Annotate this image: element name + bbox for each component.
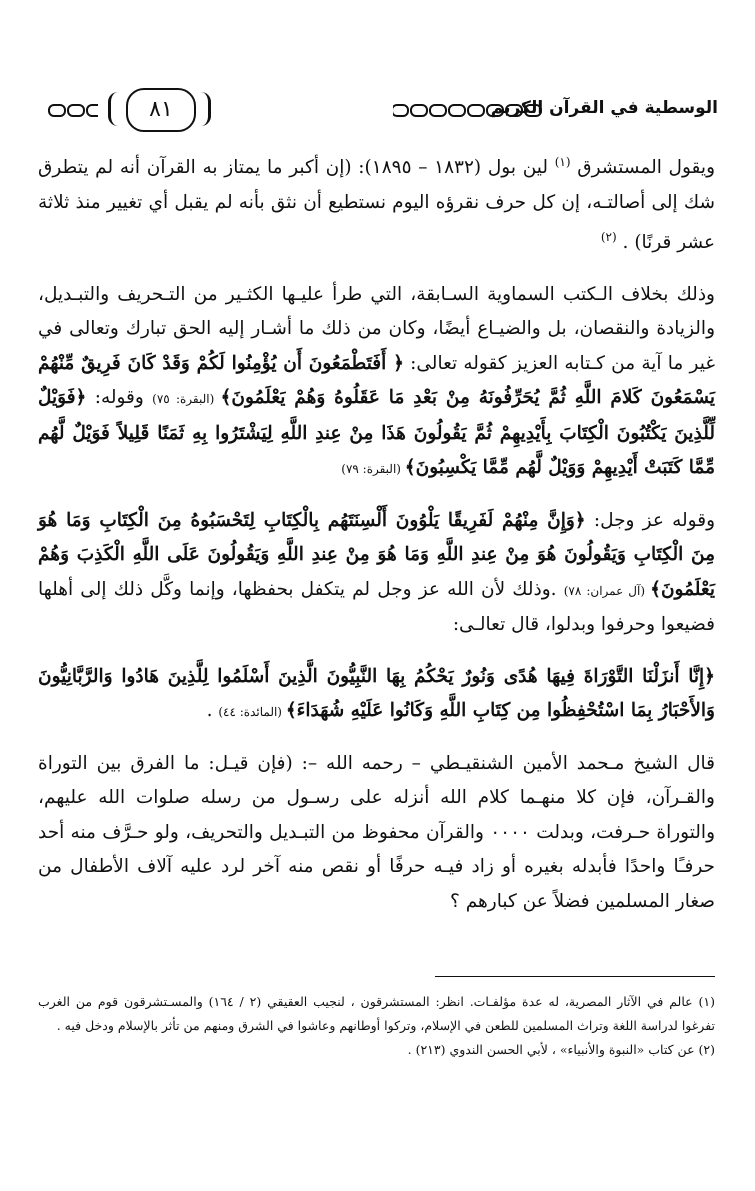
page-number-bracket-right bbox=[200, 92, 211, 126]
page-number-frame bbox=[126, 88, 196, 132]
footnote-ref-2: (٢) bbox=[600, 230, 617, 245]
paragraph-text: وذلك بخلاف الـكتب السماوية السـابقة، التي طرأ عليـها الكثـير من التـحريف والتبـديل، والزيادة والنقصان، بل والضيـاع أيضًا، وكان من ذلك ما أشـار إليه الحق تبارك وتعالى في غير ما آية من كـتابه العزيز كقوله تعالى: bbox=[38, 283, 716, 374]
paragraph-text: .وذلك لأن الله عز وجل لم يتكفل بحفظها، وإنما وكَّل ذلك إلى أهلها فضيعوا وحرفوا وبدلوا، قال تعالـى: bbox=[38, 578, 715, 636]
main-text bbox=[38, 145, 715, 919]
decorative-chain-ornament bbox=[393, 102, 543, 118]
verse-reference: (آل عمران: ٧٨) bbox=[563, 583, 651, 598]
paragraph-text: وقوله عز وجل: bbox=[585, 509, 715, 531]
quran-verse: ﴿وَإِنَّ مِنْهُمْ لَفَرِيقًا يَلْوُونَ أَلْسِنَتَهُم بِالْكِتَابِ لِتَحْسَبُوهُ مِنَ الْكِتَابِ وَمَا هُوَ مِنَ الْكِتَابِ وَيَقُولُونَ هُوَ مِنْ عِندِ اللَّهِ وَمَا هُوَ مِنْ عِندِ اللَّهِ وَيَقُولُونَ عَلَى اللَّهِ الْكَذِبَ وَهُمْ يَعْلَمُونَ﴾ bbox=[38, 509, 715, 600]
paragraph-shinqiti bbox=[38, 747, 715, 920]
paragraph-lane-poole bbox=[38, 145, 715, 261]
decorative-chain-ornament-left bbox=[48, 102, 98, 118]
footnote-2: (٢) عن كتاب «النبوة والأنبياء» ، لأبي الحسن الندوي (٢١٣) . bbox=[407, 1042, 715, 1057]
paragraph-text: وقوله: bbox=[86, 387, 153, 409]
verse-reference: (البقرة: ٧٥) bbox=[152, 392, 221, 407]
quran-verse: ﴿فَوَيْلٌ لِّلَّذِينَ يَكْتُبُونَ الْكِتَابَ بِأَيْدِيهِمْ ثُمَّ يَقُولُونَ هَذَا مِنْ عِندِ اللَّهِ لِيَشْتَرُوا بِهِ ثَمَنًا قَلِيلاً فَوَيْلٌ لَّهُم مِّمَّا كَتَبَتْ أَيْدِيهِمْ وَوَيْلٌ لَّهُم مِّمَّا يَكْسِبُونَ﴾ bbox=[38, 387, 715, 479]
page-header bbox=[48, 78, 718, 140]
page-number-bracket-left bbox=[108, 92, 119, 126]
footnote-ref-1: (١) bbox=[554, 155, 571, 169]
page-number: ٨١ bbox=[149, 97, 173, 122]
footnotes bbox=[38, 990, 715, 1062]
paragraph-al-maidah bbox=[38, 660, 715, 730]
paragraph-text: . bbox=[206, 700, 219, 722]
paragraph-text: لين بول (١٨٣٢ – ١٨٩٥): (إن أكبر ما يمتاز به القرآن أنه لم يتطرق شك إلى أصالتـه، إن كل حرف نقرؤه اليوم نستطيع أن نثق بأنه لم يقبل أي تغيير منذ ثلاثة عشر قرنًا) . bbox=[38, 157, 715, 254]
running-title: الوسطية في القرآن الكريم bbox=[490, 98, 718, 118]
paragraph-al-imran bbox=[38, 504, 715, 643]
footnote-separator bbox=[435, 976, 715, 977]
paragraph-previous-scriptures bbox=[38, 278, 715, 487]
footnote-1: (١) عالم في الآثار المصرية، له عدة مؤلفـات. انظر: المستشرقون ، لنجيب العقيقي (٢ / ١٦٤) والمسـتشرقون قوم من الغرب تفرغوا لدراسة اللغة وتراث المسلمين للطعن في الإسلام، وتركوا أوطانهم وعاشوا في الشرق ومنهم من تأثر بالإسلام ودخل فيه . bbox=[38, 994, 715, 1033]
quran-verse: ﴿إِنَّا أَنزَلْنَا التَّوْرَاةَ فِيهَا هُدًى وَنُورٌ يَحْكُمُ بِهَا النَّبِيُّونَ الَّذِينَ أَسْلَمُوا لِلَّذِينَ هَادُوا وَالرَّبَّانِيُّونَ وَالأَحْبَارُ بِمَا اسْتُحْفِظُوا مِن كِتَابِ اللَّهِ وَكَانُوا عَلَيْهِ شُهَدَاءَ﴾ bbox=[38, 665, 715, 722]
verse-reference: (البقرة: ٧٩) bbox=[341, 462, 405, 477]
quran-verse: ﴿ أَفَتَطْمَعُونَ أَن يُؤْمِنُوا لَكُمْ وَقَدْ كَانَ فَرِيقٌ مِّنْهُمْ يَسْمَعُونَ كَلامَ اللَّهِ ثُمَّ يُحَرِّفُونَهُ مِنْ بَعْدِ مَا عَقَلُوهُ وَهُمْ يَعْلَمُونَ﴾ bbox=[38, 352, 715, 409]
verse-reference: (المائدة: ٤٤) bbox=[218, 705, 286, 720]
paragraph-text: قال الشيخ مـحمد الأمين الشنقيـطي – رحمه الله –: (فإن قيـل: ما الفرق بين التوراة والقـرآن، فإن كلا منهـما كلام الله أنزله على رسـول من رسله صلوات الله عليهم، والتوراة حـرفت، وبدلت ٠٠٠٠ والقرآن محفوظ من التبـديل والتحريف، ولو حـرَّف منه أحد حرفـًا واحدًا فأبدله بغيره أو زاد فيـه حرفًا أو نقص منه آخر لرد عليه آلاف الأطفال من صغار المسلمين فضلاً عن كبارهم ؟ bbox=[38, 752, 715, 912]
paragraph-text: ويقول المستشرق bbox=[570, 157, 715, 179]
